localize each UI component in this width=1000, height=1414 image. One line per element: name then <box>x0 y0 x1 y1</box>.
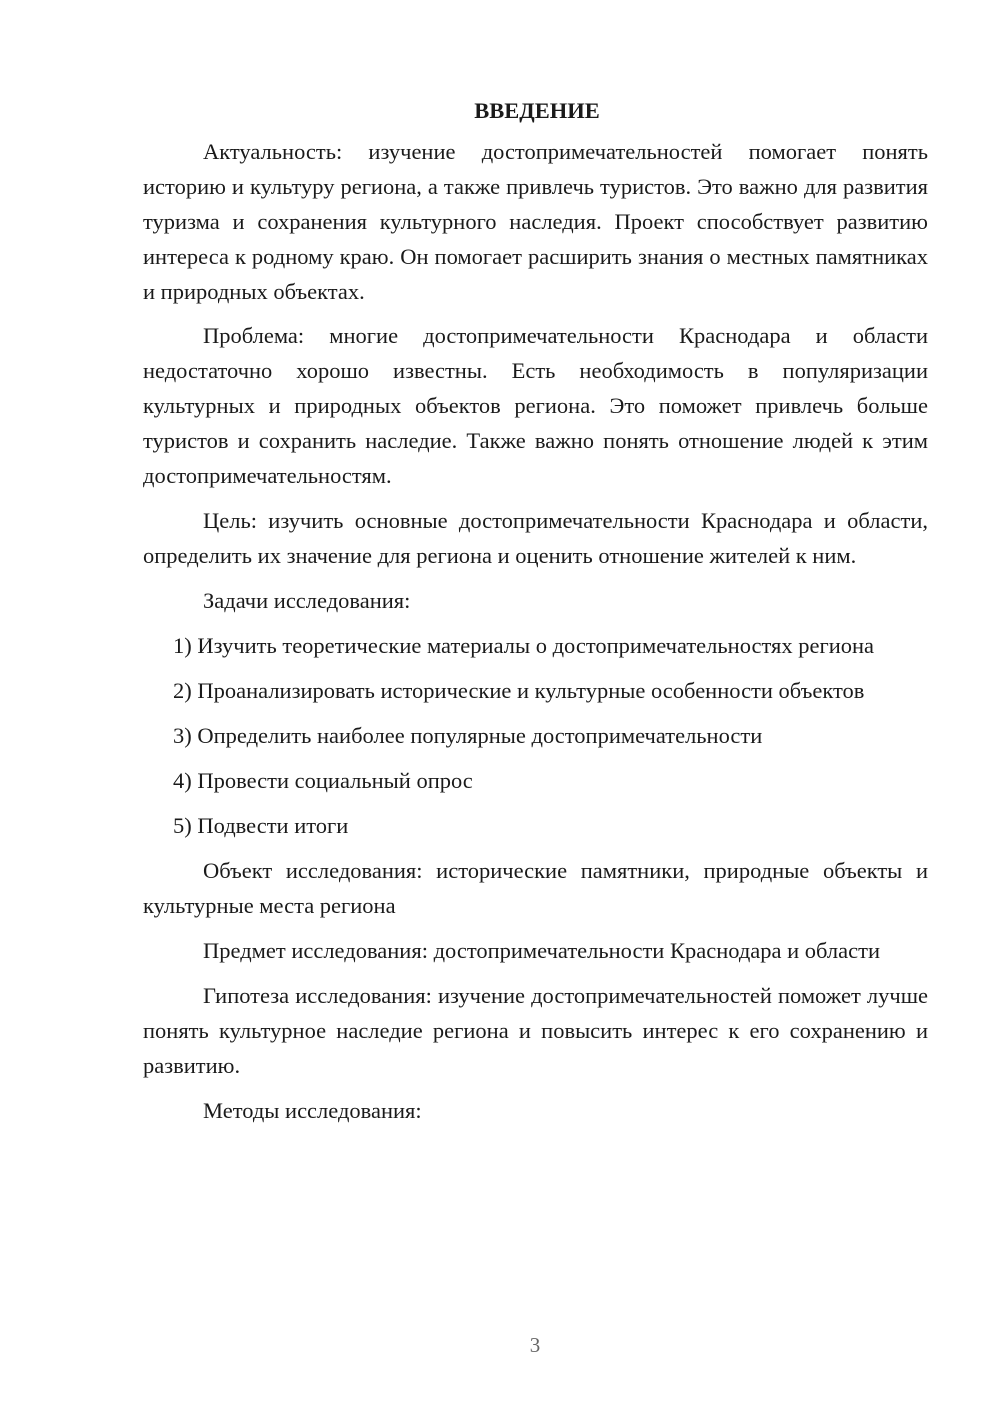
paragraph-subject: Предмет исследования: достопримечательности Краснодара и области <box>203 938 881 963</box>
page-number: 3 <box>529 1333 541 1357</box>
paragraph-methods: Методы исследования: <box>203 1098 422 1123</box>
page-title: ВВЕДЕНИЕ <box>474 98 600 123</box>
paragraph-tasks-heading: Задачи исследования: <box>203 588 411 613</box>
paragraph-goal: Цель: изучить основные достопримечательности Краснодара и области, определить их значение для региона и оценить отношение жителей к ним. <box>143 508 928 568</box>
paragraph-hypothesis: Гипотеза исследования: изучение достопримечательностей поможет лучше понять культурное наследие региона и повысить интерес к его сохранению и развитию. <box>143 983 928 1078</box>
task-item: 3) Определить наиболее популярные достопримечательности <box>173 723 763 748</box>
task-item: 5) Подвести итоги <box>173 813 349 838</box>
task-item: 1) Изучить теоретические материалы о достопримечательностях региона <box>173 633 875 658</box>
paragraph-relevance: Актуальность: изучение достопримечательностей помогает понять историю и культуру региона, а также привлечь туристов. Это важно для развития туризма и сохранения культурного наследия. Проект способствует развитию интереса к родному краю. Он помогает расширить знания о местных памятниках и природных объектах. <box>143 139 928 304</box>
task-item: 2) Проанализировать исторические и культурные особенности объектов <box>173 678 865 703</box>
paragraph-problem: Проблема: многие достопримечательности Краснодара и области недостаточно хорошо известны. Есть необходимость в популяризации культурных и природных объектов региона. Это поможет привлечь больше туристов и сохранить наследие. Также важно понять отношение людей к этим достопримечательностям. <box>143 323 928 488</box>
paragraph-object: Объект исследования: исторические памятники, природные объекты и культурные места региона <box>143 858 928 918</box>
task-item: 4) Провести социальный опрос <box>173 768 473 793</box>
page-content <box>143 93 928 1138</box>
